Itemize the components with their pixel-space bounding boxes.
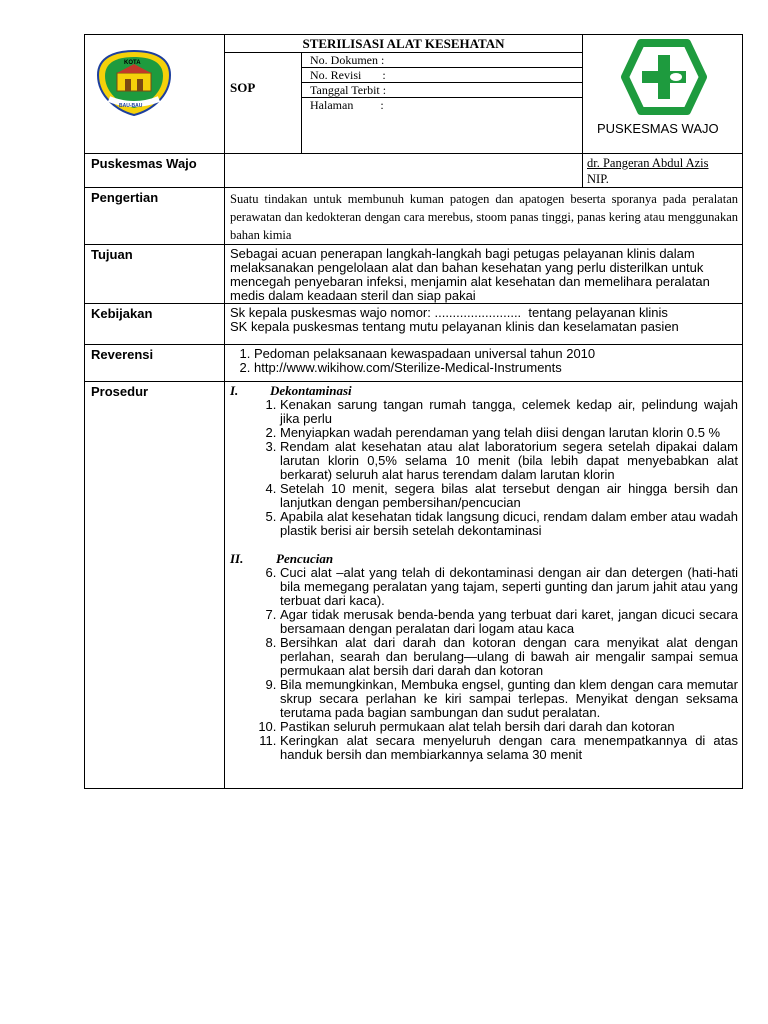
kebijakan-content: [225, 304, 743, 345]
logo-text-top: KOTA: [124, 60, 141, 66]
referensi-item[interactable]: 2. http://www.wikihow.com/Sterilize-Medical-Instruments: [254, 361, 738, 375]
step-item: 9. Bila memungkinkan, Membuka engsel, gunting dan klem dengan cara memutar skrup secara perlahan ke kiri sampai terlepas. Menyikat dengan seksama terutama pada bagian sambungan dan sudut peralatan.: [280, 678, 738, 720]
signer-name: dr. Pangeran Abdul Azis: [587, 156, 709, 170]
step-item: 10. Pastikan seluruh permukaan alat telah bersih dari darah dan kotoran: [280, 720, 738, 734]
signer-cell: [583, 154, 743, 188]
step-item: 3. Rendam alat kesehatan atau alat laboratorium segera setelah dipakai dalam larutan klorin 0,5% selama 10 menit (bila lebih dapat menyebabkan alat berkarat) seluruh alat harus terendam dalam larutan klorin: [280, 440, 738, 482]
title-cell: [225, 35, 583, 154]
referensi-label: Reverensi: [85, 345, 225, 382]
meta-doc-number: No. Dokumen :: [302, 53, 582, 68]
puskesmas-logo: [621, 39, 707, 118]
meta-list: [302, 53, 582, 112]
section-dekontaminasi-head: I. Dekontaminasi: [230, 383, 352, 398]
pencucian-steps: [230, 566, 738, 762]
step-item: 2. Menyiapkan wadah perendaman yang telah diisi dengan larutan klorin 0.5 %: [280, 426, 738, 440]
logo-text-bottom: BAU-BAU: [119, 103, 143, 109]
sop-document: [84, 34, 742, 789]
step-item: 5. Apabila alat kesehatan tidak langsung dicuci, rendam dalam ember atau wadah plastik berisi air bersih setelah dekontaminasi: [280, 510, 738, 538]
step-item: 1. Kenakan sarung tangan rumah tangga, celemek kedap air, pelindung wajah jika perlu: [280, 398, 738, 426]
kebijakan-label: Kebijakan: [85, 304, 225, 345]
meta-issue-date: Tanggal Terbit :: [302, 83, 582, 98]
referensi-content: [225, 345, 743, 382]
pengertian-label: Pengertian: [85, 188, 225, 245]
kebijakan-line-1: Sk kepala puskesmas wajo nomor: ........................ tentang pelayanan klinis: [230, 305, 668, 320]
referensi-item: 1. Pedoman pelaksanaan kewaspadaan universal tahun 2010: [254, 347, 738, 361]
step-item: 6. Cuci alat –alat yang telah di dekontaminasi dengan air dan detergen (hati-hati bila memegang peralatan yang tajam, seperti gunting dan jarum jahit atau yang terbuat dari kaca).: [280, 566, 738, 608]
meta-page: Halaman :: [310, 98, 384, 112]
step-item: 11. Keringkan alat secara menyeluruh dengan cara menempatkannya di atas handuk bersih dan membiarkannya selama 30 menit: [280, 734, 738, 762]
tujuan-label: Tujuan: [85, 245, 225, 304]
sop-label: SOP: [230, 80, 256, 95]
kota-baubau-logo: [95, 49, 173, 120]
left-logo-cell: [85, 35, 225, 154]
section-pencucian-head: II. Pencucian: [230, 551, 334, 566]
meta-revision: No. Revisi :: [302, 68, 582, 83]
right-logo-cell: [583, 35, 743, 154]
prosedur-label: Prosedur: [85, 382, 225, 789]
tujuan-text: Sebagai acuan penerapan langkah-langkah bagi petugas pelayanan klinis dalam melaksanakan pengelolaan alat dan bahan kesehatan yang perlu disterilkan untuk mencegah penyebaran infeksi, menjamin alat kesehatan dan memelihara peralatan medis dalam keadaan steril dan siap pakai: [225, 245, 743, 304]
step-item: 7. Agar tidak merusak benda-benda yang terbuat dari karet, jangan dicuci secara bersamaan dengan peralatan dari logam atau kaca: [280, 608, 738, 636]
sign-row-label: Puskesmas Wajo: [85, 154, 225, 188]
org-name: PUSKESMAS WAJO: [597, 121, 719, 136]
step-item: 4. Setelah 10 menit, segera bilas alat tersebut dengan air hingga bersih dan lanjutkan dengan pembersihan/pencucian: [280, 482, 738, 510]
sop-table: [84, 34, 743, 789]
dekontaminasi-steps: [230, 398, 738, 538]
sign-row-blank: [225, 154, 583, 188]
kebijakan-line-2: SK kepala puskesmas tentang mutu pelayanan klinis dan keselamatan pasien: [230, 319, 679, 334]
step-item: 8. Bersihkan alat dari darah dan kotoran dengan cara menyikat alat dengan perlahan, searah dan berulang—ulang di bawah air mengalir sampai semua permukaan alat bersih dari darah dan kotoran: [280, 636, 738, 678]
pengertian-text: Suatu tindakan untuk membunuh kuman patogen dan apatogen beserta sporanya pada peralatan perawatan dan kedokteran dengan cara merebus, stoom panas tinggi, panas kering atau menggunakan bahan kimia: [225, 188, 743, 245]
doc-title: STERILISASI ALAT KESEHATAN: [225, 35, 582, 53]
prosedur-content: [225, 382, 743, 789]
signer-nip: NIP.: [587, 172, 609, 186]
